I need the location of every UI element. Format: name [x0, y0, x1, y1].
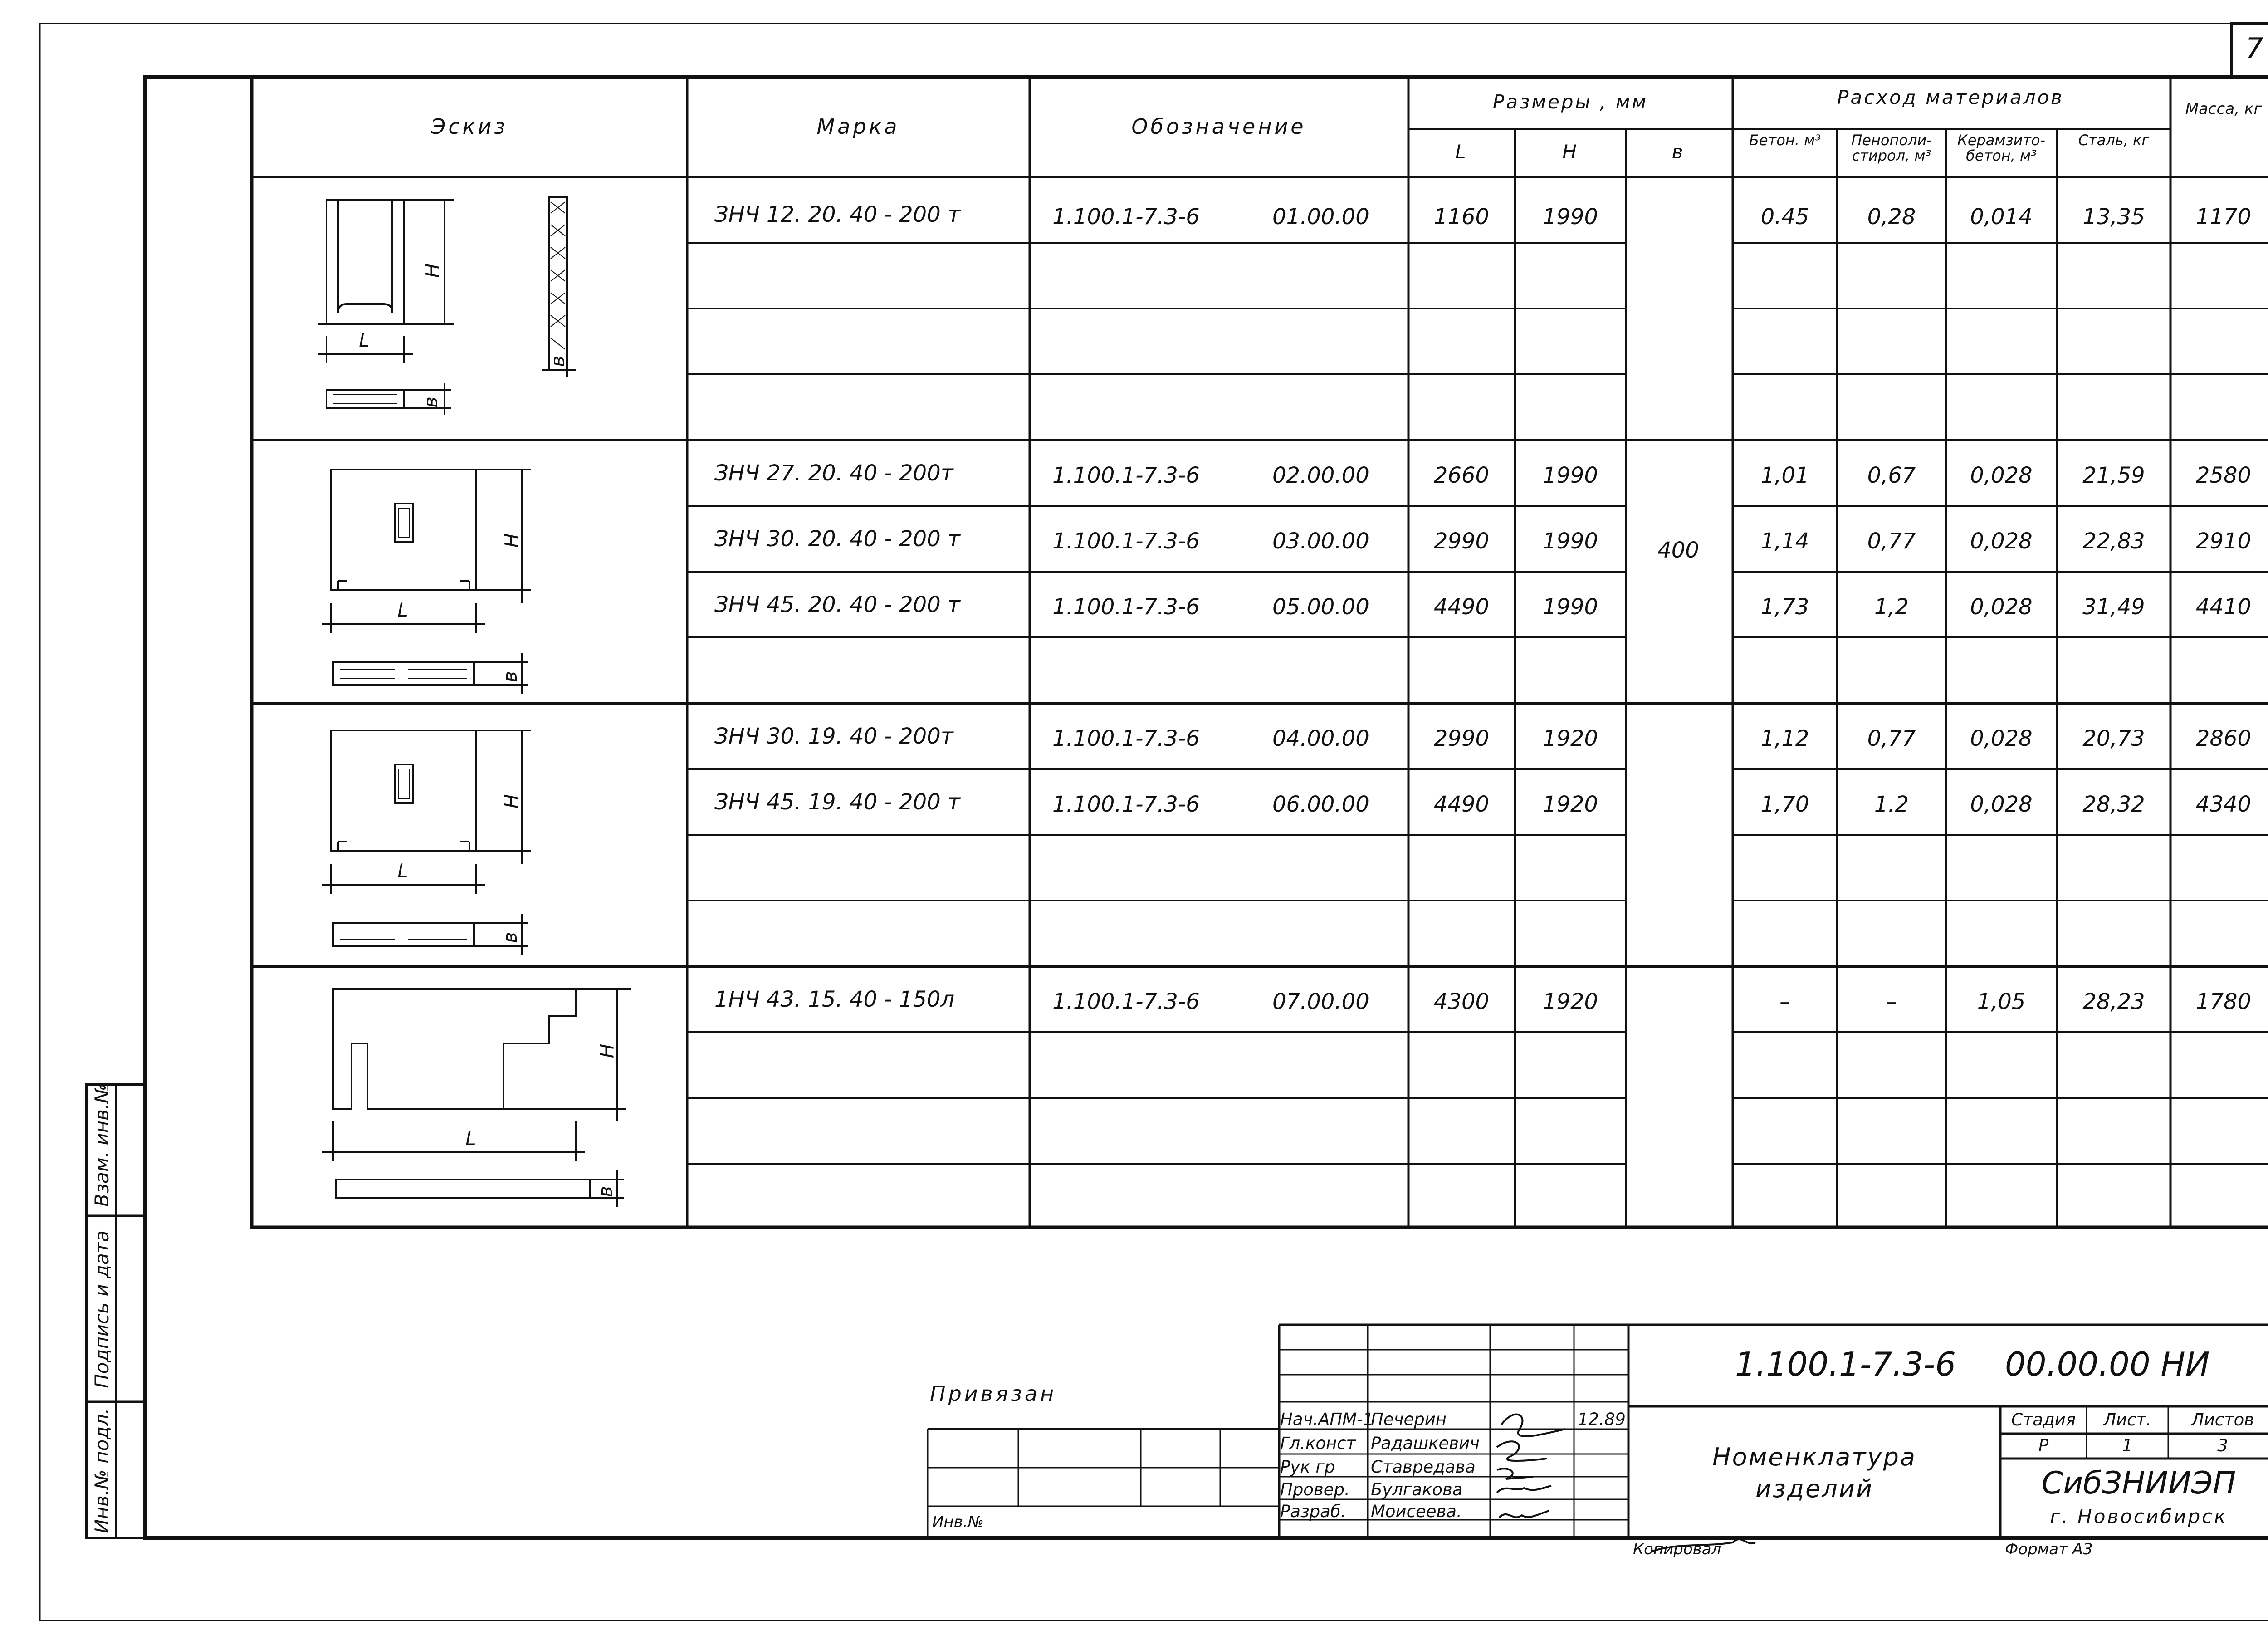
- row-peno: 0,77: [1867, 529, 1916, 554]
- staff-name: Моисеева.: [1371, 1502, 1462, 1521]
- row-stal: 31,49: [2082, 594, 2145, 620]
- row-marka: 1НЧ 43. 15. 40 - 150л: [714, 987, 955, 1012]
- row-num: 07.00.00: [1272, 989, 1369, 1014]
- row-peno: 0,77: [1867, 726, 1916, 751]
- row-H: 1990: [1542, 529, 1598, 554]
- row-marka: ЗНЧ 27. 20. 40 - 200т: [714, 460, 953, 486]
- row-marka: ЗНЧ 12. 20. 40 - 200 т: [714, 202, 960, 227]
- row-L: 1160: [1433, 204, 1490, 230]
- row-code: 1.100.1-7.3-6: [1052, 989, 1200, 1014]
- row-L: 2990: [1433, 529, 1490, 554]
- row-L: 4490: [1433, 792, 1490, 817]
- row-num: 04.00.00: [1272, 726, 1369, 751]
- row-keram: 0,028: [1970, 726, 2033, 751]
- row-L: 4490: [1433, 594, 1490, 620]
- sketch-label-L: L: [397, 860, 410, 882]
- header-marka: Марка: [816, 114, 900, 139]
- header-beton: Бетон. м³: [1749, 132, 1821, 149]
- row-keram: 1,05: [1977, 989, 2026, 1014]
- row-peno: 1,2: [1874, 594, 1909, 620]
- row-H: 1990: [1542, 594, 1598, 620]
- row-keram: 0,028: [1970, 463, 2033, 488]
- header-keramzit: Керамзито- бетон, м³: [1957, 132, 2046, 164]
- row-L: 2660: [1433, 463, 1490, 488]
- doc-title-line2: изделий: [1755, 1474, 1874, 1503]
- header-L: L: [1455, 141, 1468, 163]
- row-beton: 1,70: [1760, 792, 1809, 817]
- row-peno: 0,67: [1867, 463, 1916, 488]
- row-peno: 0,28: [1867, 204, 1916, 230]
- header-stal: Сталь, кг: [2078, 132, 2150, 149]
- staff-role: Гл.конст: [1280, 1434, 1356, 1453]
- row-marka: ЗНЧ 45. 20. 40 - 200 т: [714, 592, 960, 617]
- inv-no-label: Инв.№: [932, 1513, 984, 1531]
- side-stamp-podpis: Подпись и дата: [91, 1230, 113, 1388]
- row-stal: 28,32: [2082, 792, 2145, 817]
- sketch-label-H: H: [500, 792, 523, 809]
- row-beton: 0.45: [1760, 204, 1809, 230]
- row-num: 01.00.00: [1272, 204, 1369, 230]
- doc-number: 00.00.00 НИ: [2005, 1345, 2210, 1383]
- staff-name: Печерин: [1371, 1410, 1447, 1429]
- doc-code: 1.100.1-7.3-6: [1735, 1345, 1956, 1383]
- staff-role: Провер.: [1280, 1480, 1350, 1499]
- sketch-label-L: L: [397, 599, 410, 621]
- row-stal: 13,35: [2082, 204, 2145, 230]
- row-peno: –: [1886, 989, 1897, 1014]
- row-num: 02.00.00: [1272, 463, 1369, 488]
- row-massa: 1780: [2195, 989, 2252, 1014]
- row-keram: 0,028: [1970, 792, 2033, 817]
- row-massa: 1170: [2195, 204, 2252, 230]
- row-code: 1.100.1-7.3-6: [1052, 463, 1200, 488]
- row-massa: 2860: [2195, 726, 2252, 751]
- sketch-label-H: H: [500, 531, 523, 548]
- side-stamp-inv-podl: Инв.№ подл.: [91, 1408, 113, 1533]
- list-value: 1: [2122, 1436, 2133, 1455]
- sketch-label-b: в: [499, 930, 521, 943]
- row-stal: 21,59: [2082, 463, 2145, 488]
- header-penopoli: Пенополи- стирол, м³: [1851, 132, 1932, 164]
- sketch-group-2: [322, 470, 531, 694]
- org-name: СибЗНИИЭП: [2041, 1465, 2236, 1501]
- row-massa: 4410: [2195, 594, 2252, 620]
- header-massa: Масса, кг: [2185, 100, 2262, 118]
- staff-name: Булгакова: [1371, 1480, 1463, 1499]
- row-marka: ЗНЧ 30. 20. 40 - 200 т: [714, 526, 960, 552]
- sketch-group-4: [322, 989, 631, 1207]
- row-num: 03.00.00: [1272, 529, 1369, 554]
- kopiroval-label: Копировал: [1633, 1540, 1721, 1558]
- staff-name: Ставредава: [1371, 1457, 1476, 1477]
- header-b: в: [1672, 141, 1685, 163]
- row-massa: 2580: [2195, 463, 2252, 488]
- row-code: 1.100.1-7.3-6: [1052, 726, 1200, 751]
- listov-value: 3: [2217, 1436, 2228, 1455]
- row-code: 1.100.1-7.3-6: [1052, 204, 1200, 230]
- format-label: Формат А3: [2005, 1540, 2093, 1558]
- side-stamp-vzam: Взам. инв.№: [91, 1083, 113, 1207]
- row-keram: 0,028: [1970, 594, 2033, 620]
- sketch-label-L: L: [359, 329, 371, 351]
- org-city: г. Новосибирск: [2050, 1505, 2228, 1528]
- row-H: 1990: [1542, 204, 1598, 230]
- staff-name: Радашкевич: [1371, 1434, 1480, 1453]
- sketch-group-3: [322, 730, 531, 955]
- header-oboznachenie: Обозначение: [1131, 114, 1306, 139]
- header-eskiz: Эскиз: [431, 114, 508, 139]
- sketch-label-H: H: [596, 1042, 618, 1058]
- staff-date: 12.89: [1578, 1410, 1626, 1429]
- row-code: 1.100.1-7.3-6: [1052, 792, 1200, 817]
- staff-role: Нач.АПМ-1: [1280, 1410, 1374, 1429]
- staff-role: Разраб.: [1280, 1502, 1346, 1521]
- row-H: 1990: [1542, 463, 1598, 488]
- signatures: [1497, 1415, 1755, 1552]
- stadia-value: Р: [2038, 1436, 2049, 1455]
- row-marka: ЗНЧ 30. 19. 40 - 200т: [714, 724, 953, 749]
- sketch-group-1: [318, 197, 576, 415]
- row-beton: 1,01: [1760, 463, 1809, 488]
- row-stal: 28,23: [2082, 989, 2145, 1014]
- list-label: Лист.: [2103, 1410, 2151, 1430]
- sketch-label-H: H: [421, 261, 444, 278]
- stadia-label: Стадия: [2011, 1410, 2076, 1430]
- row-stal: 20,73: [2082, 726, 2145, 751]
- row-H: 1920: [1542, 792, 1598, 817]
- row-massa: 2910: [2195, 529, 2252, 554]
- row-beton: –: [1779, 989, 1790, 1014]
- row-beton: 1,12: [1760, 726, 1809, 751]
- header-razmery: Размеры , мм: [1492, 91, 1648, 113]
- header-H: H: [1562, 141, 1579, 163]
- doc-title-line1: Номенклатура: [1712, 1443, 1916, 1471]
- sketch-label-b: в: [499, 669, 521, 682]
- listov-label: Листов: [2191, 1410, 2254, 1430]
- row-peno: 1.2: [1874, 792, 1909, 817]
- page-number: 7: [2245, 32, 2263, 65]
- sketch-label-b: в: [594, 1184, 616, 1197]
- row-H: 1920: [1542, 989, 1598, 1014]
- row-num: 05.00.00: [1272, 594, 1369, 620]
- sketch-label-b: в: [419, 395, 442, 408]
- row-beton: 1,14: [1760, 529, 1809, 554]
- row-H: 1920: [1542, 726, 1598, 751]
- staff-role: Рук гр: [1280, 1457, 1335, 1477]
- header-raskhod: Расход материалов: [1837, 86, 2064, 108]
- b-value: 400: [1657, 538, 1699, 563]
- row-L: 2990: [1433, 726, 1490, 751]
- sketch-label-L: L: [465, 1127, 478, 1150]
- privyazan-label: Привязан: [930, 1381, 1057, 1406]
- row-L: 4300: [1433, 989, 1490, 1014]
- row-massa: 4340: [2195, 792, 2252, 817]
- row-code: 1.100.1-7.3-6: [1052, 529, 1200, 554]
- row-stal: 22,83: [2082, 529, 2145, 554]
- row-marka: ЗНЧ 45. 19. 40 - 200 т: [714, 789, 960, 815]
- row-num: 06.00.00: [1272, 792, 1369, 817]
- row-code: 1.100.1-7.3-6: [1052, 594, 1200, 620]
- row-keram: 0,014: [1970, 204, 2033, 230]
- row-keram: 0,028: [1970, 529, 2033, 554]
- sketch-label-b: в: [546, 354, 569, 367]
- row-beton: 1,73: [1760, 594, 1809, 620]
